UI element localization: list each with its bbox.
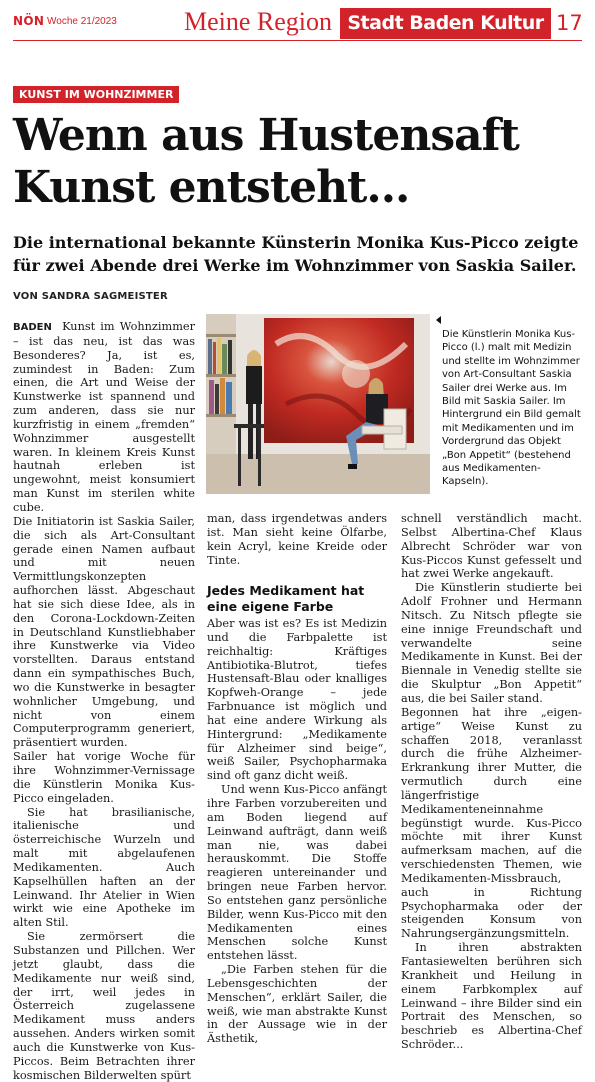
- paragraph-text: Kunst im Wohnzimmer – ist das neu, ist das was Besonderes? Ja, ist es, zumindest in Baden: Zum einen, die Art und Weise der Kunstwerke ist spannend und zum anderen, dass sie nur kurzfristig in einem „fremden“ Wohnzimmer ausgestellt waren. In kleinem Kreis Kunst hautnah erleben ist ungewohnt, meist konsumiert man Kunst im sterilen white cube.: [13, 320, 196, 514]
- paragraph: man, dass irgendetwas anders ist. Man sieht keine Ölfarbe, kein Acryl, keine Kreide oder Tinte.: [207, 512, 387, 567]
- paragraph: Die Künstlerin studierte bei Adolf Frohner und Hermann Nitsch. Zu Nitsch pflegte sie eine innige Freundschaft und verwandelte seine Medikamente in Kunst. Bei der Biennale in Venedig stellte sie die Skulptur „Bon Appetit“ aus, die bei Sailer stand.: [401, 581, 582, 705]
- paragraph: schnell verständlich macht. Selbst Albertina-Chef Klaus Albrecht Schröder war von Kus-Piccos Kunst gefesselt und hat zwei Werke angekauft.: [401, 512, 582, 581]
- article-photo: [206, 314, 430, 494]
- article-headline: Wenn aus Hustensaft Kunst entsteht...: [13, 110, 519, 213]
- article-subheading: Jedes Medikament hat eine eigene Farbe: [207, 583, 365, 614]
- kicker-label: KUNST IM WOHNZIMMER: [13, 86, 179, 103]
- article-column-1: [13, 320, 195, 1082]
- article-column-2: [207, 512, 387, 567]
- byline: VON SANDRA SAGMEISTER: [13, 291, 168, 302]
- article-column-3: [401, 512, 582, 1052]
- paragraph: [13, 320, 195, 515]
- paragraph: Und wenn Kus-Picco anfängt ihre Farben vorzubereiten und am Boden liegend auf Leinwand aufträgt, dann weiß man nie, was dabei herauskommt. Die Stoffe reagieren untereinander und bringen neue Farben hervor. So entstehen ganz persönliche Bilder, wenn Kus-Picco mit den Medikamenten eines Menschen solche Kunst entstehen lässt.: [207, 783, 387, 963]
- photo-caption: Die Künstlerin Monika Kus-Picco (l.) malt mit Medizin und stellte im Wohnzimmer von Art-Consultant Saskia Sailer drei Werke aus. Im Bild mit Saskia Sailer. Im Hintergrund ein Bild gemalt mit Medikamenten und im Vordergrund das Objekt „Bon Appetit“ (bestehend aus Medikamenten-Kapseln).: [442, 329, 581, 488]
- paragraph: Sie zermörsert die Substanzen und Pillchen. Wer jetzt glaubt, dass die Medikamente nur weiß sind, der irrt, weil jedes in Österreich zugelassene Medikament muss anders aussehen. Anders wirken somit auch die Kunstwerke von Kus-Piccos. Beim Betrachten ihrer kosmischen Bilderwelten spürt: [13, 930, 195, 1082]
- section-banner: Stadt Baden Kultur: [340, 8, 551, 39]
- article-column-2-continued: [207, 617, 387, 1046]
- issue-week: Woche 21/2023: [47, 16, 117, 27]
- paragraph: Aber was ist es? Es ist Medizin und die Farbpalette ist reichhaltig: Kräftiges Antibiotika-Blutrot, tiefes Hustensaft-Blau oder knalliges Kopfweh-Orange – jede Farbnuance ist möglich und hat eine andere Wirkung als Hintergrund: „Medikamente für Alzheimer sind beige“, weiß Sailer, Psychopharmaka sind oft ganz dicht weiß.: [207, 617, 387, 783]
- article-dek: Die international bekannte Künsterin Monika Kus-Picco zeigte für zwei Abende drei Werke im Wohnzimmer von Saskia Sailer.: [13, 233, 579, 275]
- header-rule: [13, 40, 582, 41]
- paragraph: Begonnen hat ihre „eigen-artige“ Weise Kunst zu schaffen 2018, veranlasst durch die frühe Alzheimer-Erkrankung ihrer Mutter, die vermutlich durch eine längerfristige Medikamenteneinnahme begünstigt wurde. Kus-Picco möchte mit ihrer Kunst aufmerksam machen, auf die verschiedensten Themen, wie Medikamenten-Missbrauch, auch in Richtung Psychopharmaka oder der steigenden Konsum von Nahrungsergänzungsmitteln.: [401, 705, 582, 941]
- page-header: [0, 0, 595, 44]
- paragraph: Die Initiatorin ist Saskia Sailer, die sich als Art-Consultant gerade einen Namen aufbaut und mit neuen Vermittlungskonzepten aufhorchen lässt. Abgeschaut hat sie sich diese Idee, als in den Corona-Lockdown-Zeiten in Deutschland Kunstliebhaber ihre Kunstwerke via Video vorstellten. Daraus entstand dann ein sympathisches Buch, wo die Kunstwerke in besagter wohnlicher Umgebung, und nicht von einem Computerprogramm generiert, präsentiert wurden.: [13, 514, 195, 750]
- dateline: BADEN: [13, 322, 52, 333]
- paragraph: Sailer hat vorige Woche für ihre Wohnzimmer-Vernissage die Künstlerin Monika Kus-Picco eingeladen.: [13, 750, 195, 805]
- caption-pointer-icon: [436, 316, 441, 324]
- region-title: Meine Region: [184, 7, 333, 36]
- paragraph: Sie hat brasilianische, italienische und österreichische Wurzeln und malt mit abgelaufenen Medikamenten. Auch Kapselhüllen haften an der Leinwand. Ihr Atelier in Wien wirkt wie eine Apotheke im alten Stil.: [13, 805, 195, 930]
- paragraph: „Die Farben stehen für die Lebensgeschichten der Menschen“, erklärt Sailer, die weiß, wie man abstrakte Kunst in der Aussage wie in der Ästhetik,: [207, 963, 387, 1046]
- page-number: 17: [556, 11, 583, 35]
- publication-logo: NÖN: [13, 14, 45, 28]
- paragraph: In ihren abstrakten Fantasiewelten berühren sich Krankheit und Heilung in einem Farbkomplex auf Leinwand – ihre Bilder sind ein Portrait des Menschen, so beschrieb es Albertina-Chef Schröder...: [401, 941, 582, 1052]
